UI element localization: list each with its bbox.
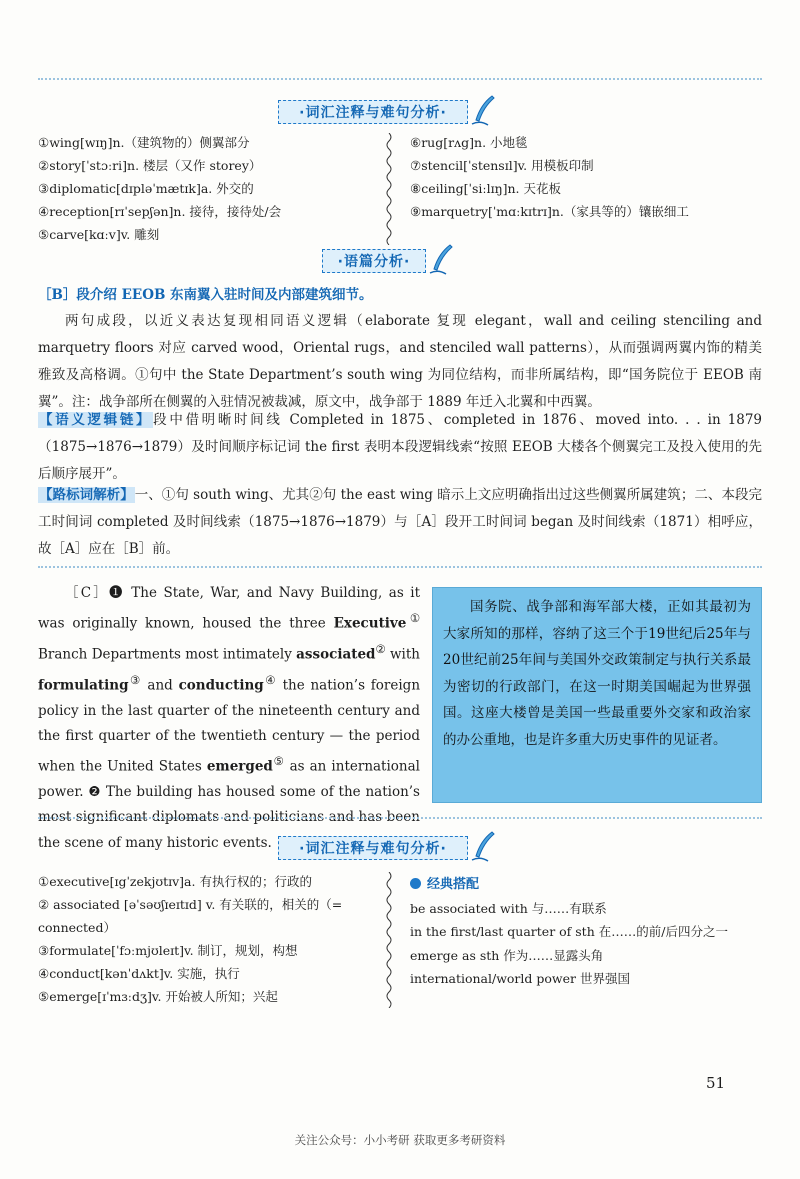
translation-box [432, 587, 762, 803]
signpost-label: 【路标词解析】 [39, 487, 134, 503]
section-b-title: ［B］段介绍 EEOB 东南翼入驻时间及内部建筑细节。 [38, 287, 373, 303]
vocab-item: ⑧ceiling[ˈsiːlɪŋ]n. 天花板 [410, 181, 562, 196]
passage-text: The State, War, and Navy Building, as it was originally known, housed the three [38, 585, 421, 632]
lower-divider [38, 817, 762, 819]
passage-text: with [385, 646, 420, 663]
vocab-item: ⑦stencil[ˈstensɪl]v. 用模板印制 [410, 158, 594, 173]
collocation-item: be associated with 与……有联系 [410, 900, 607, 916]
vocab-item: ⑤emerge[ɪˈmɜːdʒ]v. 开始被人所知；兴起 [38, 989, 278, 1004]
vocab-item: ② associated [əˈsəʊʃɪeɪtɪd] v. 有关联的，相关的（= [38, 897, 343, 912]
collocation-list [410, 873, 770, 991]
signpost-text: 一、①句 south wing、尤其②句 the east wing 暗示上文应明确指出过这些侧翼所属建筑；二、本段完工时间词 completed 及时间线索（1875→1876→1879）与［A］段开工时间词 began 及时间线索（1871）相呼应，故［A］应在［B］前。 [38, 487, 763, 557]
logic-chain-paragraph [38, 407, 762, 488]
vocab-header: ·词汇注释与难句分析· [278, 100, 468, 124]
vocab-item: ③formulate[ˈfɔːmjʊleɪt]v. 制订，规划，构想 [38, 943, 298, 958]
quill-pen-icon [470, 94, 496, 128]
wavy-divider [384, 133, 394, 245]
keyword: Executive [333, 615, 407, 632]
paragraph-label: ［C］ [65, 585, 109, 601]
keyword: conducting [178, 677, 264, 694]
vocab-item: ⑤carve[kɑːv]v. 雕刻 [38, 227, 160, 242]
vocab-item: connected） [38, 920, 116, 935]
signpost-paragraph [38, 482, 762, 563]
page-number: 51 [706, 1074, 726, 1092]
vocab-item: ②story[ˈstɔːri]n. 楼层（又作 storey） [38, 158, 262, 173]
top-divider [38, 78, 762, 80]
passage-text: as an international power. [38, 758, 420, 801]
note-mark: ⑤ [272, 755, 285, 769]
note-mark: ① [406, 612, 420, 626]
note-mark: ③ [128, 673, 142, 687]
vocab-list-right [410, 131, 689, 223]
logic-chain-label: 【语义逻辑链】 [39, 412, 153, 428]
keyword: formulating [38, 677, 129, 694]
passage-c [38, 581, 420, 856]
collocation-item: in the first/last quarter of sth 在……的前/后四分之一 [410, 924, 728, 939]
vocab-item: ③diplomatic[dɪpləˈmætɪk]a. 外交的 [38, 181, 254, 196]
passage-text: the nation’s foreign policy in the last quarter of the nineteenth century and the first quarter of the twentieth century — the period when the United States [38, 677, 421, 775]
vocab-item: ①executive[ɪgˈzekjʊtɪv]a. 有执行权的；行政的 [38, 874, 312, 889]
collocation-item: emerge as sth 作为……显露头角 [410, 947, 604, 963]
keyword: emerged [206, 758, 273, 775]
quill-pen-icon [470, 830, 496, 864]
vocab-item: ④reception[rɪˈsepʃən]n. 接待，接待处/会 [38, 204, 282, 219]
vocab-item: ⑥rug[rʌg]n. 小地毯 [410, 135, 528, 150]
footer-note: 关注公众号：小小考研 获取更多考研资料 [294, 1133, 506, 1147]
passage-text: and [141, 677, 179, 694]
note-mark: ④ [263, 673, 277, 687]
analysis-paragraph: 两句成段，以近义表达复现相同语义逻辑（elaborate 复现 elegant，wall and ceiling stenciling and marquetry floors 对应 carved wood，Oriental rugs，and stenciled wall patterns），从而强调两翼内饰的精美雅致及高格调。①句中 the State Department’s south wing 为同位结构，而非所属结构，即“国务院位于 EEOB 南翼”。注：战争部所在侧翼的入驻情况被裁减，原文中，战争部于 1889 年迁入北翼和中西翼。 [38, 313, 762, 410]
wavy-divider [384, 872, 394, 1008]
vocab-header: ·词汇注释与难句分析· [278, 836, 468, 860]
sentence-number: ❶ [109, 585, 125, 601]
vocab-item: ①wing[wɪŋ]n.（建筑物的）侧翼部分 [38, 135, 250, 150]
collocation-item: international/world power 世界强国 [410, 971, 630, 986]
middle-divider [38, 566, 762, 568]
keyword: associated [296, 646, 376, 663]
collocation-title: 经典搭配 [427, 877, 480, 892]
vocab-list-left [38, 870, 368, 1008]
note-mark: ② [375, 643, 386, 657]
quill-pen-icon [428, 243, 454, 277]
logic-chain-text: 段中借明晰时间线 Completed in 1875、completed in 1876、moved into. . . in 1879（1875→1876→1879）及时间顺序标记词 the first 表明本段逻辑线索“按照 EEOB 大楼各个侧翼完工及投入使用的先后顺序展开”。 [38, 412, 762, 482]
translation-text: 国务院、战争部和海军部大楼，正如其最初为大家所知的那样，容纳了这三个于19世纪后25年与20世纪前25年间与美国外交政策制定与执行关系最为密切的行政部门，在这一时期美国崛起为世界强国。这座大楼曾是美国一些最重要外交家和政治家的办公重地，也是许多重大历史事件的见证者。 [443, 599, 751, 748]
sentence-number: ❷ [88, 784, 102, 801]
passage-text: The building has housed some of the nation’s most significant diplomats and politicians and has been the scene of many historic events. [38, 784, 420, 851]
bullet-dot-icon [410, 878, 421, 889]
passage-text: Branch Departments most intimately [38, 646, 297, 663]
discourse-analysis-header: ·语篇分析· [322, 249, 426, 273]
vocab-item: ⑨marquetry[ˈmɑːkɪtrɪ]n.（家具等的）镶嵌细工 [410, 204, 689, 219]
vocab-list-left [38, 131, 281, 246]
vocab-item: ④conduct[kənˈdʌkt]v. 实施，执行 [38, 966, 240, 981]
collocation-title-row [410, 873, 770, 897]
